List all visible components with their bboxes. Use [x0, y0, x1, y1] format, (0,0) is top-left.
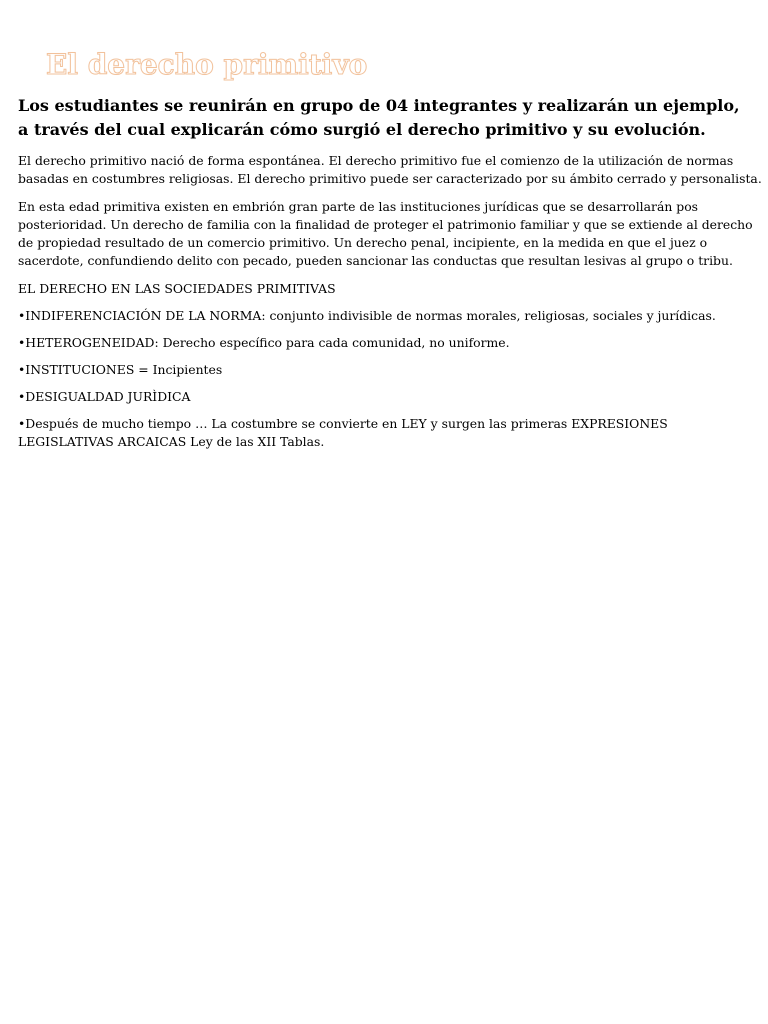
list-item-heterogeneidad: •HETEROGENEIDAD: Derecho específico para cada comunidad, no uniforme.	[18, 335, 510, 350]
paragraph-origin: El derecho primitivo nació de forma espontánea. El derecho primitivo fue el comienzo de la utilización de normas basadas en costumbres religiosas. El derecho primitivo puede ser caracterizado por su ámbito cerrado y personalista.	[18, 153, 762, 186]
list-item-indiferenciacion: •INDIFERENCIACIÓN DE LA NORMA: conjunto indivisible de normas morales, religiosas, sociales y jurídicas.	[18, 308, 716, 323]
list-item-evolucion: •Después de mucho tiempo … La costumbre se convierte en LEY y surgen las primeras EXPRESIONES LEGISLATIVAS ARCAICAS Ley de las XII Tablas.	[18, 416, 668, 449]
document-page	[18, 0, 766, 451]
list-item-instituciones: •INSTITUCIONES = Incipientes	[18, 362, 223, 377]
document-title: El derecho primitivo	[46, 48, 368, 81]
list-item-desigualdad: •DESIGUALDAD JURÌDICA	[18, 389, 191, 404]
assignment-instructions: Los estudiantes se reunirán en grupo de 04 integrantes y realizarán un ejemplo, a través del cual explicarán cómo surgió el derecho primitivo y su evolución.	[18, 96, 740, 139]
section-heading: EL DERECHO EN LAS SOCIEDADES PRIMITIVAS	[18, 281, 336, 296]
paragraph-primitive-age: En esta edad primitiva existen en embrión gran parte de las instituciones jurídicas que se desarrollarán pos posterioridad. Un derecho de familia con la finalidad de proteger el patrimonio familiar y que se extiende al derecho de propiedad resultado de un comercio primitivo. Un derecho penal, incipiente, en la medida en que el juez o sacerdote, confundiendo delito con pecado, pueden sancionar las conductas que resultan lesivas al grupo o tribu.	[18, 199, 753, 268]
